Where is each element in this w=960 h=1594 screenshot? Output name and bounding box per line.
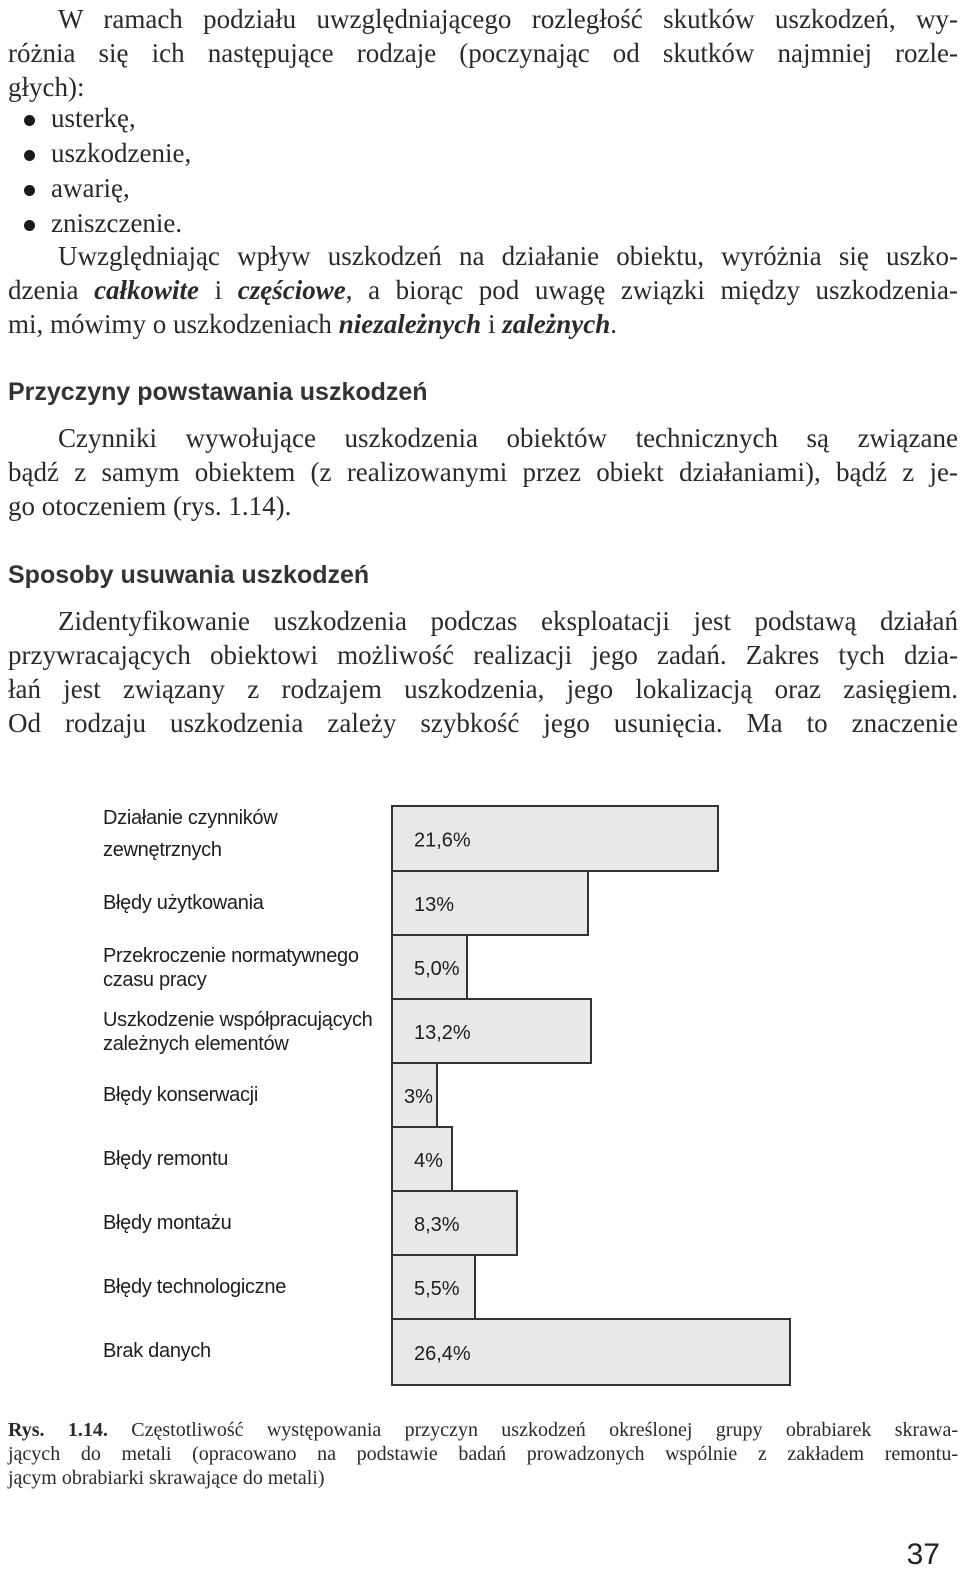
list-item: awarię, (22, 171, 191, 206)
category-label: zewnętrznych (103, 839, 222, 861)
caption-line (8, 1418, 958, 1442)
text-line (8, 273, 958, 307)
bar-value-label: 13% (414, 894, 455, 916)
text-run: i (199, 275, 238, 305)
text-line: przywracających obiektowi możliwość realizacji jego zadań. Zakres tych dzia- (8, 640, 958, 670)
category-label: Uszkodzenie współpracujących (103, 1009, 373, 1031)
intro-paragraph (8, 2, 958, 104)
caption-text: Częstotliwość występowania przyczyn uszkodzeń określonej grupy obrabiarek skrawa- (107, 1419, 958, 1441)
term-zaleznych: zależnych (502, 309, 611, 339)
caption-line: jących do metali (opracowano na podstawie badań prowadzonych wspólnie z zakładem remontu- (8, 1443, 958, 1465)
text-line: bądź z samym obiektem (z realizowanymi przez obiekt działaniami), bądź z je- (8, 457, 958, 487)
bar-value-label: 5,5% (414, 1278, 460, 1300)
category-label: Błędy montażu (103, 1212, 232, 1234)
category-label: Brak danych (103, 1340, 211, 1362)
bar-value-label: 13,2% (414, 1022, 471, 1044)
text-line: łań jest związany z rodzajem uszkodzenia, jego lokalizacją oraz zasięgiem. (8, 674, 958, 704)
caption-line: jącym obrabiarki skrawające do metali) (8, 1467, 325, 1489)
damage-scope-paragraph (8, 239, 958, 341)
bar-value-label: 5,0% (414, 958, 460, 980)
category-label: Przekroczenie normatywnego (103, 945, 359, 967)
text-line: Uwzględniając wpływ uszkodzeń na działanie obiektu, wyróżnia się uszko- (58, 241, 958, 271)
category-label: zależnych elementów (103, 1033, 289, 1055)
bar-value-label: 3% (404, 1086, 433, 1108)
term-czesciowe: częściowe (237, 275, 346, 305)
text-line: Zidentyfikowanie uszkodzenia podczas eksploatacji jest podstawą działań (58, 606, 958, 636)
bar-value-label: 4% (414, 1150, 443, 1172)
text-run: dzenia (8, 275, 95, 305)
term-niezaleznych: niezależnych (338, 309, 482, 339)
removal-paragraph (8, 604, 958, 740)
text-line: różnia się ich następujące rodzaje (poczynając od skutków najmniej rozle- (8, 38, 958, 68)
text-line: Czynniki wywołujące uszkodzenia obiektów technicznych są związane (58, 423, 958, 453)
text-line (8, 307, 958, 341)
category-label: Błędy remontu (103, 1148, 229, 1170)
text-run: mi, mówimy o uszkodzeniach (8, 309, 339, 339)
list-item: usterkę, (22, 101, 191, 136)
text-line: W ramach podziału uwzględniającego rozległość skutków uszkodzeń, wy- (58, 4, 958, 34)
text-line: głych): (8, 72, 85, 102)
text-line: go otoczeniem (rys. 1.14). (8, 491, 292, 521)
category-label: Działanie czynników (103, 807, 278, 829)
list-item: zniszczenie. (22, 206, 191, 241)
bar-value-label: 8,3% (414, 1214, 460, 1236)
category-label: Błędy użytkowania (103, 892, 264, 914)
text-run: . (610, 309, 617, 339)
section-heading-causes: Przyczyny powstawania uszkodzeń (8, 378, 428, 406)
damage-types-list (22, 101, 191, 241)
bar-chart-damage-causes (0, 790, 960, 1400)
category-label: Błędy technologiczne (103, 1276, 287, 1298)
text-run: i (481, 309, 503, 339)
bar-value-label: 26,4% (414, 1343, 471, 1365)
section-heading-removal: Sposoby usuwania uszkodzeń (8, 561, 370, 589)
category-label: czasu pracy (103, 969, 207, 991)
term-calkowite: całkowite (94, 275, 200, 305)
page-number: 37 (906, 1538, 940, 1571)
list-item: uszkodzenie, (22, 136, 191, 171)
text-run: , a biorąc pod uwagę związki między uszkodzenia- (345, 275, 958, 305)
bar-value-label: 21,6% (414, 829, 471, 852)
causes-paragraph (8, 421, 958, 523)
category-label: Błędy konserwacji (103, 1084, 258, 1106)
text-line: Od rodzaju uszkodzenia zależy szybkość jego usunięcia. Ma to znaczenie (8, 708, 958, 738)
figure-caption (8, 1418, 958, 1490)
figure-label: Rys. 1.14. (8, 1419, 108, 1441)
